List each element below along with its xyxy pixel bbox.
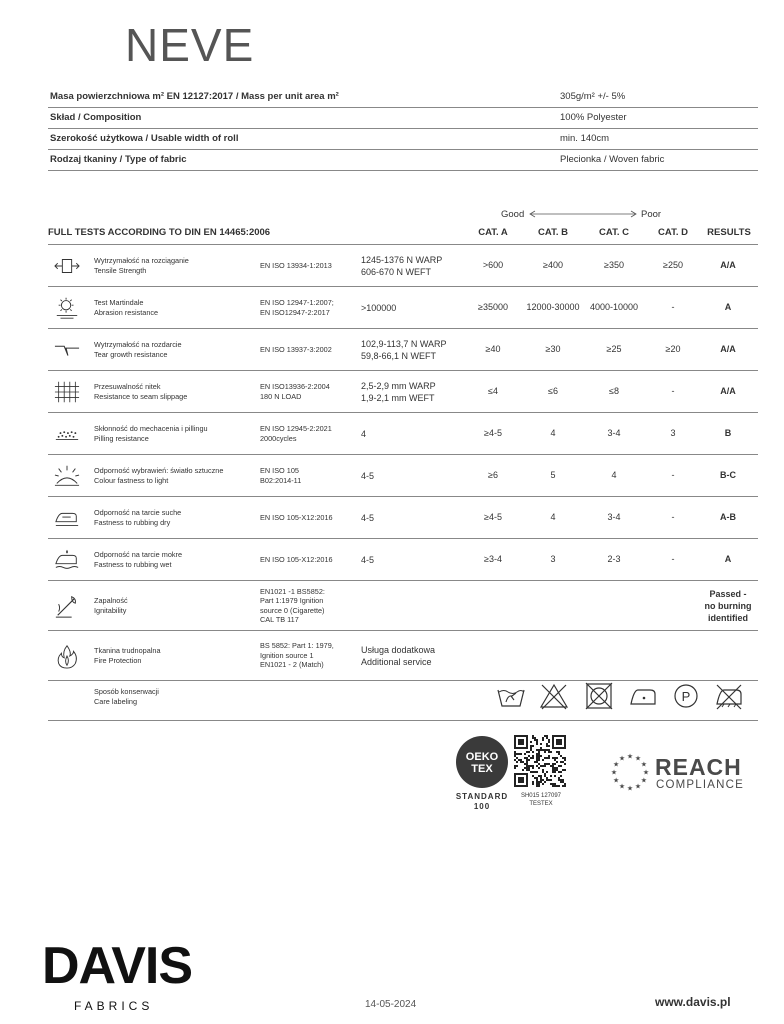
test-name-pl: Test Martindale [94, 297, 144, 307]
cat-c-header: CAT. C [599, 227, 629, 238]
test-name-pl: Wytrzymałość na rozdarcie [94, 339, 182, 349]
spec-row [48, 129, 758, 150]
light-fastness-icon [52, 463, 82, 489]
test-row [48, 413, 758, 455]
cat-d-value: ≥20 [665, 344, 681, 354]
test-result-line: 102,9-113,7 N WARP [361, 338, 447, 349]
test-row [48, 455, 758, 497]
test-standard-line: Ignition source 1 [260, 650, 314, 660]
davis-logo: DAVIS [42, 937, 193, 995]
test-result-line: Additional service [361, 656, 432, 667]
cat-d-value: - [671, 386, 675, 396]
test-rating-line: A-B [720, 512, 736, 522]
scale-arrow-icon [527, 208, 639, 220]
test-row [48, 287, 758, 329]
test-result [361, 338, 447, 362]
svg-text:★: ★ [626, 752, 634, 761]
oeko-tex-badge-icon [455, 735, 509, 789]
test-result-line: 59,8-66,1 N WEFT [361, 350, 437, 361]
test-result-line: 4-5 [361, 512, 375, 523]
test-rating-line: Passed - [709, 588, 747, 599]
cat-d-value: - [671, 512, 675, 522]
care-labeling-row [48, 673, 758, 721]
cat-d-header: CAT. D [658, 227, 688, 238]
test-rating [692, 386, 764, 396]
test-name [94, 298, 158, 318]
test-rating-line: A [724, 554, 732, 564]
test-name-pl: Odporność na tarcie mokre [94, 549, 183, 559]
cat-d-value: - [671, 554, 675, 564]
svg-text:★: ★ [618, 754, 626, 763]
cat-a-value: ≥35000 [478, 302, 508, 312]
test-row [48, 245, 758, 287]
cat-c-value: ≤8 [609, 386, 619, 396]
test-name [94, 596, 128, 616]
svg-text:★: ★ [610, 768, 618, 777]
oeko-standard-number: 100 [473, 802, 491, 811]
test-standard [260, 555, 355, 565]
test-name-en: Tear growth resistance [94, 349, 168, 359]
do-not-steam-icon [714, 682, 744, 710]
tear-growth-icon [52, 337, 82, 363]
test-standard-line: EN1021 -1 BS5852: [260, 586, 325, 596]
test-standard-line: EN ISO 13937-3:2002 [260, 344, 332, 354]
test-rating-line: identified [708, 612, 748, 623]
test-name-en: Colour fastness to light [94, 475, 169, 485]
cat-a-value: ≥3-4 [484, 554, 502, 564]
cat-b-value: 12000-30000 [526, 302, 580, 312]
test-standard-line: EN1021 - 2 (Match) [260, 660, 324, 670]
test-rating [692, 588, 764, 624]
spec-row [48, 87, 758, 108]
test-name-pl: Wytrzymałość na rozciąganie [94, 255, 189, 265]
test-result-line: 4-5 [361, 554, 375, 565]
test-standard-line: BS 5852: Part 1: 1979, [260, 641, 334, 651]
test-result-line: 4-5 [361, 470, 375, 481]
test-rating [692, 260, 764, 270]
rubbing-dry-icon [52, 505, 82, 531]
oeko-badge-bottom: TEX [471, 763, 493, 775]
care-label-en: Care labeling [94, 697, 137, 706]
test-result [361, 644, 435, 668]
test-result-line: 1,9-2,1 mm WEFT [361, 392, 435, 403]
test-name-en: Tensile Strength [94, 265, 147, 275]
test-name-pl: Odporność na tarcie suche [94, 507, 182, 517]
test-result [361, 380, 436, 404]
spec-value: 100% Polyester [560, 112, 627, 123]
do-not-tumble-dry-icon [584, 682, 614, 710]
test-standard-line: EN ISO 105-X12:2016 [260, 512, 333, 522]
cat-a-value: >600 [482, 260, 504, 270]
cat-c-value: ≥350 [604, 260, 624, 270]
spec-label: Rodzaj tkaniny / Type of fabric [50, 154, 187, 165]
cat-b-header: CAT. B [538, 227, 568, 238]
cat-a-value: ≥6 [488, 470, 498, 480]
cat-c-value: 4000-10000 [589, 302, 639, 312]
test-result [361, 302, 396, 314]
test-name [94, 256, 189, 276]
test-name-pl: Tkanina trudnopalna [94, 645, 161, 655]
cat-b-value: ≤6 [548, 386, 558, 396]
care-label-pl: Sposób konserwacji [94, 687, 159, 696]
cat-b-value: 4 [550, 512, 556, 522]
test-row [48, 581, 758, 631]
cat-d-value: - [671, 470, 675, 480]
svg-text:P: P [681, 689, 691, 704]
test-result [361, 554, 374, 566]
test-standard-line: EN ISO13936-2:2004 [260, 382, 330, 391]
oeko-standard-label: STANDARD [455, 792, 509, 801]
cat-a-value: ≥4-5 [484, 512, 502, 522]
reach-title: REACH [655, 754, 742, 780]
test-row [48, 539, 758, 581]
spec-label: Masa powierzchniowa m² EN 12127:2017 / Mass per unit area m² [50, 91, 339, 102]
cat-c-value: 4 [611, 470, 617, 480]
test-row [48, 329, 758, 371]
svg-text:★: ★ [626, 784, 634, 793]
cat-d-value: 3 [670, 428, 676, 438]
test-name [94, 646, 161, 666]
test-rating [692, 302, 764, 312]
cat-c-value: 3-4 [607, 428, 621, 438]
care-label [94, 687, 159, 707]
test-standard-line: Part 1:1979 Ignition [260, 596, 324, 605]
test-result [361, 428, 366, 440]
test-rating [692, 344, 764, 354]
spec-row [48, 150, 758, 171]
test-name [94, 550, 182, 570]
test-standard [260, 587, 355, 625]
test-name-pl: Skłonność do mechacenia i pillingu [94, 423, 208, 433]
cat-b-value: ≥30 [545, 344, 561, 354]
test-name-en: Ignitability [94, 605, 127, 615]
davis-logo-sub: FABRICS [74, 999, 154, 1013]
test-name-en: Fire Protection [94, 655, 142, 665]
scale-good-label: Good [501, 209, 525, 220]
iron-low-icon [628, 682, 658, 710]
spec-row [48, 108, 758, 129]
test-name-en: Abrasion resistance [94, 307, 159, 317]
test-name [94, 508, 181, 528]
cat-c-value: 3-4 [607, 512, 621, 522]
pilling-icon [52, 421, 82, 447]
test-name [94, 466, 223, 486]
test-standard [260, 298, 355, 317]
cat-b-value: ≥400 [543, 260, 563, 270]
cat-d-value: ≥250 [663, 260, 683, 270]
test-rating [692, 428, 764, 438]
test-result-line: 606-670 N WEFT [361, 266, 432, 277]
svg-text:★: ★ [642, 768, 650, 777]
tests-header [48, 222, 758, 245]
test-standard-line: EN ISO 105-X12:2016 [260, 554, 333, 564]
cat-c-value: 2-3 [607, 554, 621, 564]
dry-clean-p-icon [671, 682, 701, 710]
test-standard-line: EN ISO 12945-2:2021 [260, 424, 332, 433]
spec-value: 305g/m² +/- 5% [560, 91, 626, 102]
test-rating-line: A/A [720, 386, 736, 396]
cat-a-value: ≥40 [485, 344, 501, 354]
svg-text:★: ★ [634, 782, 642, 791]
test-row [48, 371, 758, 413]
oeko-cert-number: SH015 127097 [520, 793, 562, 799]
test-standard-line: B02:2014-11 [260, 475, 302, 485]
seam-slippage-icon [52, 379, 82, 405]
test-standard-line: source 0 (Cigarette) [260, 605, 325, 615]
cat-b-value: 4 [550, 428, 556, 438]
spec-table [48, 87, 758, 171]
oeko-certificate [511, 792, 571, 808]
spec-label: Szerokość użytkowa / Usable width of roll [50, 133, 239, 144]
test-name-en: Fastness to rubbing dry [94, 517, 171, 527]
website-link[interactable]: www.davis.pl [655, 995, 731, 1009]
svg-text:★: ★ [640, 760, 647, 769]
test-standard-line: EN ISO 12947-1:2007; [260, 298, 334, 307]
test-result-line: 2,5-2,9 mm WARP [361, 380, 436, 391]
test-name-pl: Przesuwalność nitek [94, 381, 161, 391]
test-row [48, 497, 758, 539]
spec-value: Plecionka / Woven fabric [560, 154, 665, 165]
test-standard [260, 466, 355, 485]
svg-text:★: ★ [613, 760, 620, 769]
cat-b-value: 5 [550, 470, 556, 480]
scale-poor-label: Poor [641, 209, 662, 220]
fire-protection-icon [52, 643, 82, 669]
test-name [94, 424, 208, 444]
tensile-strength-icon [52, 253, 82, 279]
do-not-bleach-icon [539, 682, 569, 710]
spec-value: min. 140cm [560, 133, 610, 144]
test-rating [692, 470, 764, 480]
test-name [94, 382, 187, 402]
test-result-line: 4 [361, 428, 367, 439]
test-rating-line: no burning [704, 600, 752, 611]
test-name-pl: Odporność wybrawień: światło sztuczne [94, 465, 224, 475]
test-standard-line: EN ISO 13934-1:2013 [260, 260, 332, 270]
test-standard-line: CAL TB 117 [260, 615, 299, 624]
test-standard [260, 424, 355, 443]
test-result-line: 1245-1376 N WARP [361, 254, 443, 265]
test-name-en: Pilling resistance [94, 433, 149, 443]
product-title: NEVE [125, 19, 255, 71]
cat-c-value: ≥25 [606, 344, 622, 354]
svg-text:★: ★ [640, 776, 647, 785]
test-rating-line: B [724, 428, 732, 438]
test-name-pl: Zapalność [94, 595, 128, 605]
test-rating-line: A [724, 302, 732, 312]
ignitability-icon [52, 593, 82, 619]
cat-d-value: - [671, 302, 675, 312]
cat-a-value: ≥4-5 [484, 428, 502, 438]
test-result [361, 470, 374, 482]
eu-stars-icon [610, 752, 650, 792]
test-rating [692, 512, 764, 522]
test-standard-line: 180 N LOAD [260, 391, 302, 401]
abrasion-icon [52, 295, 82, 321]
test-rating [692, 554, 764, 564]
test-rating-line: A/A [720, 344, 736, 354]
test-standard-line: 2000cycles [260, 433, 297, 443]
test-standard-line: EN ISO12947-2:2017 [260, 307, 330, 317]
document-date: 14-05-2024 [365, 999, 417, 1010]
test-standard [260, 261, 355, 271]
tests-table [48, 245, 758, 681]
qr-code-icon [514, 735, 566, 787]
tests-title: FULL TESTS ACCORDING TO DIN EN 14465:2006 [48, 227, 271, 238]
results-header: RESULTS [707, 227, 751, 238]
oeko-badge-top: OEKO [465, 751, 499, 763]
oeko-cert-issuer: TESTEX [529, 801, 553, 807]
test-result [361, 512, 374, 524]
test-name-en: Resistance to seam slippage [94, 391, 188, 401]
test-standard [260, 345, 355, 355]
test-result [361, 254, 442, 278]
spec-label: Skład / Composition [50, 112, 142, 123]
cat-a-value: ≤4 [488, 386, 498, 396]
oeko-standard [451, 792, 513, 812]
cat-a-header: CAT. A [478, 227, 508, 238]
reach-subtitle: COMPLIANCE [656, 779, 745, 791]
test-rating-line: B-C [720, 470, 736, 480]
svg-text:★: ★ [634, 754, 642, 763]
test-standard [260, 382, 355, 401]
test-standard [260, 513, 355, 523]
cat-b-value: 3 [550, 554, 556, 564]
test-rating-line: A/A [720, 260, 736, 270]
test-standard-line: EN ISO 105 [260, 466, 299, 475]
test-name-en: Fastness to rubbing wet [94, 559, 172, 569]
test-standard [260, 641, 355, 670]
rubbing-wet-icon [52, 547, 82, 573]
test-name [94, 340, 182, 360]
test-result-line: >100000 [361, 302, 397, 313]
test-result-line: Usługa dodatkowa [361, 644, 436, 655]
svg-text:★: ★ [613, 776, 620, 785]
svg-text:★: ★ [618, 782, 626, 791]
hand-wash-icon [496, 682, 526, 710]
